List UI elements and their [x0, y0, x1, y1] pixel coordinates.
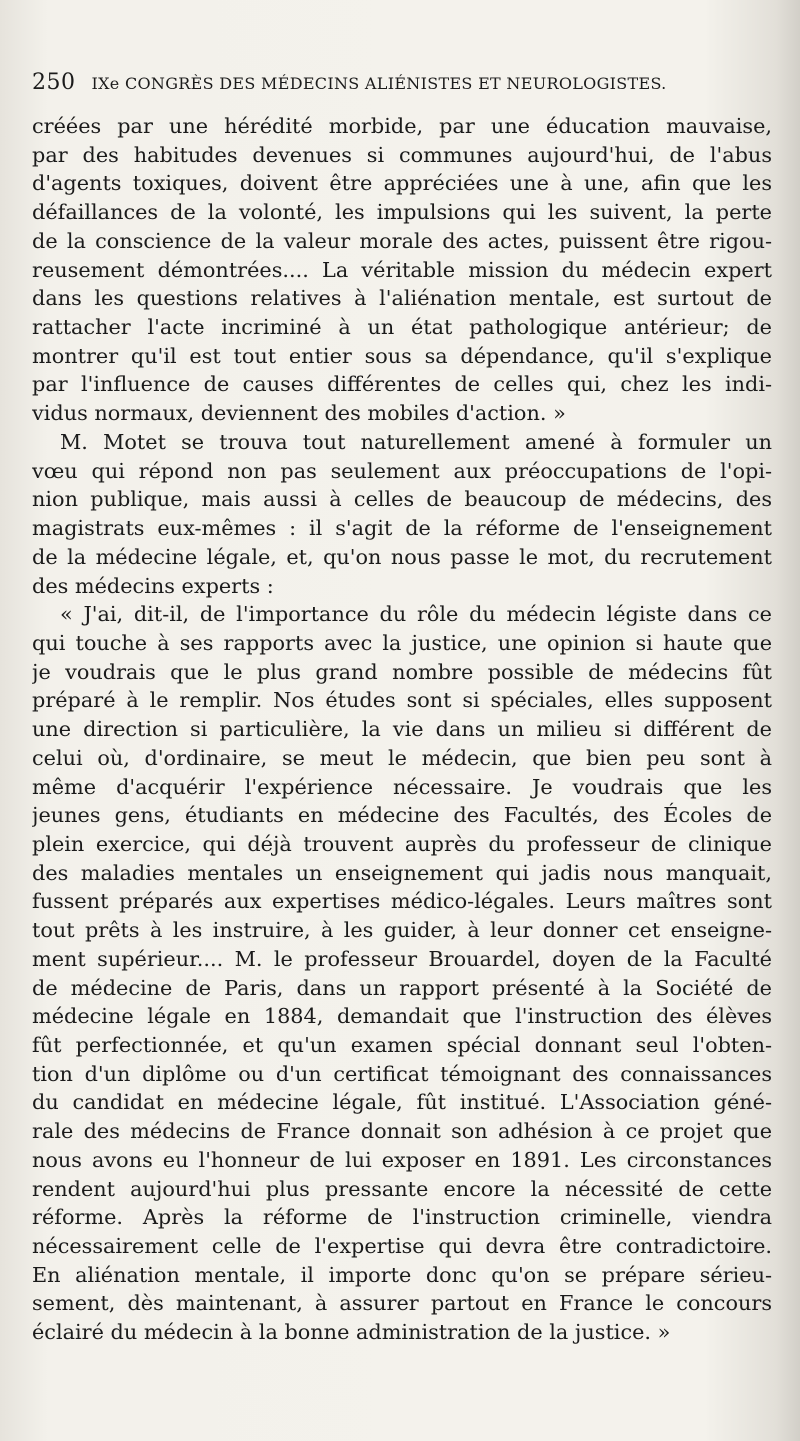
- text-line: montrer qu'il est tout entier sous sa dépendance, qu'il s'explique: [32, 343, 772, 368]
- text-line: « J'ai, dit-il, de l'importance du rôle du médecin légiste dans ce: [60, 602, 772, 627]
- text-line: reusement démontrées.... La véritable mission du médecin expert: [32, 257, 772, 282]
- text-line: par l'influence de causes différentes de celles qui, chez les indi-: [32, 372, 772, 397]
- text-line: du candidat en médecine légale, fût institué. L'Association géné-: [32, 1090, 772, 1115]
- text-line: de la conscience de la valeur morale des actes, puissent être rigou-: [32, 228, 772, 253]
- text-line: nion publique, mais aussi à celles de beaucoup de médecins, des: [32, 487, 772, 512]
- text-line: défaillances de la volonté, les impulsions qui les suivent, la perte: [32, 200, 772, 225]
- text-line: des maladies mentales un enseignement qui jadis nous manquait,: [32, 860, 772, 885]
- text-line: En aliénation mentale, il importe donc qu'on se prépare sérieu-: [32, 1262, 772, 1287]
- text-line: tion d'un diplôme ou d'un certificat témoignant des connaissances: [32, 1061, 772, 1086]
- text-line: fût perfectionnée, et qu'un examen spécial donnant seul l'obten-: [32, 1033, 772, 1057]
- text-line: éclairé du médecin à la bonne administration de la justice. »: [32, 1320, 671, 1345]
- text-line: rendent aujourd'hui plus pressante encore la nécessité de cette: [32, 1176, 772, 1201]
- text-line: M. Motet se trouva tout naturellement amené à formuler un: [60, 429, 772, 454]
- text-line: magistrats eux-mêmes : il s'agit de la réforme de l'enseignement: [32, 516, 772, 541]
- text-line: une direction si particulière, la vie dans un milieu si différent de: [32, 717, 772, 742]
- page-number: 250: [32, 70, 76, 95]
- text-line: rale des médecins de France donnait son adhésion à ce projet que: [32, 1119, 772, 1144]
- text-line: réforme. Après la réforme de l'instruction criminelle, viendra: [32, 1205, 772, 1230]
- running-title: IXe CONGRÈS DES MÉDECINS ALIÉNISTES ET NEUROLOGISTES.: [91, 74, 667, 93]
- text-line: de la médecine légale, et, qu'on nous passe le mot, du recrutement: [32, 544, 772, 569]
- text-line: vidus normaux, deviennent des mobiles d'action. »: [32, 401, 566, 426]
- text-line: tout prêts à les instruire, à les guider, à leur donner cet enseigne-: [32, 918, 772, 943]
- text-line: créées par une hérédité morbide, par une éducation mauvaise,: [32, 114, 772, 138]
- text-line: dans les questions relatives à l'aliénation mentale, est surtout de: [32, 286, 772, 311]
- text-line: sement, dès maintenant, à assurer partout en France le concours: [32, 1291, 772, 1316]
- body-text: [32, 112, 772, 1347]
- text-line: des médecins experts :: [32, 573, 274, 598]
- running-header: [32, 70, 772, 104]
- text-line: celui où, d'ordinaire, se meut le médecin, que bien peu sont à: [32, 745, 772, 770]
- text-line: préparé à le remplir. Nos études sont si spéciales, elles supposent: [32, 688, 772, 713]
- text-line: par des habitudes devenues si communes aujourd'hui, de l'abus: [32, 142, 772, 167]
- text-line: jeunes gens, étudiants en médecine des Facultés, des Écoles de: [32, 803, 772, 828]
- text-line: vœu qui répond non pas seulement aux préoccupations de l'opi-: [32, 458, 772, 483]
- text-line: ment supérieur.... M. le professeur Brouardel, doyen de la Faculté: [32, 946, 772, 971]
- text-line: fussent préparés aux expertises médico-légales. Leurs maîtres sont: [32, 889, 772, 914]
- text-line: rattacher l'acte incriminé à un état pathologique antérieur; de: [32, 315, 772, 340]
- text-line: de médecine de Paris, dans un rapport présenté à la Société de: [32, 975, 772, 1000]
- text-line: je voudrais que le plus grand nombre possible de médecins fût: [32, 659, 772, 684]
- text-line: qui touche à ses rapports avec la justice, une opinion si haute que: [32, 630, 772, 655]
- page-content: [32, 70, 772, 1347]
- text-line: nous avons eu l'honneur de lui exposer en 1891. Les circonstances: [32, 1147, 772, 1172]
- text-line: médecine légale en 1884, demandait que l'instruction des élèves: [32, 1004, 772, 1029]
- text-line: plein exercice, qui déjà trouvent auprès du professeur de clinique: [32, 831, 772, 856]
- text-line: nécessairement celle de l'expertise qui devra être contradictoire.: [32, 1234, 772, 1259]
- text-line: même d'acquérir l'expérience nécessaire. Je voudrais que les: [32, 774, 772, 799]
- text-line: d'agents toxiques, doivent être appréciées une à une, afin que les: [32, 171, 772, 196]
